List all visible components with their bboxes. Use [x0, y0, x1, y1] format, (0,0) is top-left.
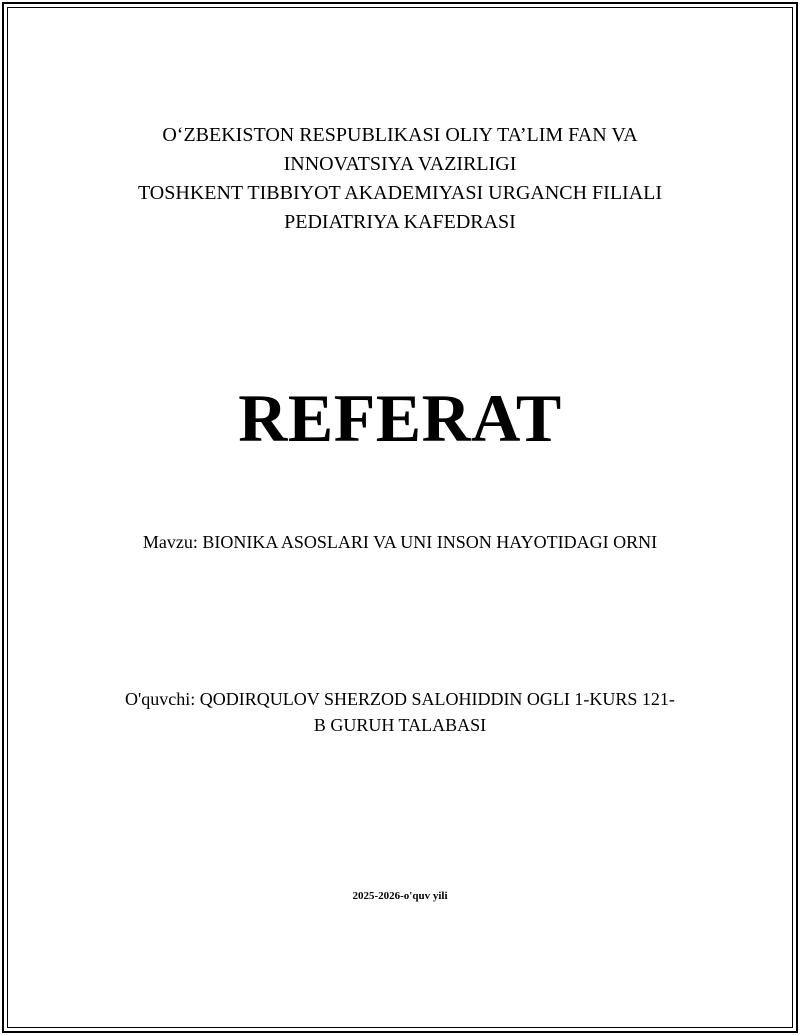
header-line-department: PEDIATRIYA KAFEDRASI	[284, 211, 516, 233]
header-line-ministry: O‘ZBEKISTON RESPUBLIKASI OLIY TA’LIM FAN VA	[162, 124, 638, 146]
document-title: REFERAT	[238, 380, 562, 456]
student-line-1: O'quvchi: QODIRQULOV SHERZOD SALOHIDDIN OGLI 1-KURS 121-	[125, 689, 675, 709]
topic-line: Mavzu: BIONIKA ASOSLARI VA UNI INSON HAYOTIDAGI ORNI	[142, 532, 658, 552]
institution-header	[0, 121, 800, 237]
header-line-ministry-cont: INNOVATSIYA VAZIRLIGI	[283, 153, 517, 175]
academic-year: 2025-2026-o'quv yili	[352, 890, 448, 902]
student-info	[0, 686, 800, 738]
header-line-academy: TOSHKENT TIBBIYOT AKADEMIYASI URGANCH FILIALI	[137, 182, 663, 204]
student-line-2: B GURUH TALABASI	[313, 715, 487, 735]
